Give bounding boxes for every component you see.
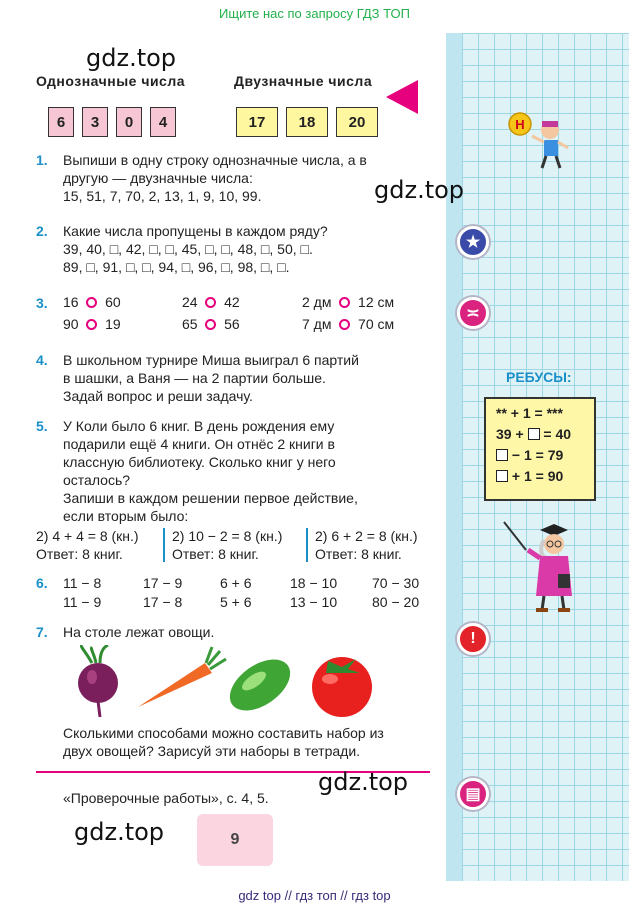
cucumber-icon: [221, 649, 300, 720]
solution-expr: 2) 10 − 2 = 8 (кн.): [172, 528, 283, 544]
solution-divider: [306, 528, 308, 562]
task-number: 1.: [36, 152, 48, 168]
expr-column: [63, 574, 101, 612]
expr-column: [290, 574, 337, 612]
number-card: 17: [236, 107, 278, 137]
cmp-right: 70 см: [358, 316, 395, 332]
exclamation-icon: !: [457, 623, 489, 655]
task-text: Задай вопрос и реши задачу.: [63, 388, 253, 404]
task-text: если вторым было:: [63, 508, 189, 524]
book-icon: ▤: [457, 778, 489, 810]
cmp-left: 2 дм: [302, 294, 332, 310]
task-2: [36, 222, 328, 276]
expression: 17 − 8: [143, 594, 183, 610]
expr-column: [143, 574, 182, 612]
compare-circle-icon: [339, 297, 350, 308]
cmp-left: 16: [63, 294, 79, 310]
solution-1: [36, 527, 139, 563]
rebus-title: РЕБУСЫ:: [506, 369, 572, 385]
cmp-right: 19: [105, 316, 121, 332]
task-4: [36, 351, 359, 405]
cmp-left: 90: [63, 316, 79, 332]
task-text: другую — двузначные числа:: [63, 170, 253, 186]
single-digit-row: [48, 107, 184, 137]
compare-circle-icon: [205, 297, 216, 308]
pink-triangle-icon: [386, 80, 418, 114]
expression: 5 + 6: [220, 594, 252, 610]
digit-card: 4: [150, 107, 176, 137]
comparison: [182, 316, 240, 332]
comparison: [302, 316, 394, 332]
watermark: gdz.top: [374, 176, 465, 204]
carrot-icon: [138, 647, 226, 707]
number-card: 18: [286, 107, 328, 137]
h-badge-letter: Н: [515, 117, 525, 132]
solution-expr: 2) 4 + 4 = 8 (кн.): [36, 528, 139, 544]
task-7-question: [36, 724, 384, 760]
rebus-line: ** + 1 = ***: [496, 405, 563, 421]
task-text: подарили ещё 4 книги. Он отнёс 2 книги в: [63, 436, 335, 452]
rebus-line: − 1 = 79: [496, 445, 584, 466]
task-text: в шашки, а Ваня — на 2 партии больше.: [63, 370, 326, 386]
solution-answer: Ответ: 8 книг.: [315, 546, 402, 562]
task-numbers: 15, 51, 7, 70, 2, 13, 1, 9, 10, 99.: [63, 188, 262, 204]
task-number: 7.: [36, 624, 48, 640]
page-number: 9: [197, 814, 273, 866]
blank-square-icon: [496, 449, 508, 461]
cmp-left: 7 дм: [302, 316, 332, 332]
rebus-line: 39 + = 40: [496, 426, 572, 442]
blank-square-icon: [496, 470, 508, 482]
top-banner: Ищите нас по запросу ГДЗ ТОП: [219, 6, 410, 21]
cmp-right: 56: [224, 316, 240, 332]
task-text: классную библиотеку. Сколько книг у него: [63, 454, 336, 470]
single-digit-label: Однозначные числа: [36, 73, 186, 89]
task-number: 6.: [36, 575, 48, 591]
task-number: 3.: [36, 295, 48, 311]
solution-2: [172, 527, 282, 563]
solution-divider: [163, 528, 165, 562]
solution-answer: Ответ: 8 книг.: [172, 546, 259, 562]
rebus-box: [484, 397, 596, 501]
footer-reference: «Проверочные работы», с. 4, 5.: [63, 790, 269, 806]
solution-expr: 2) 6 + 2 = 8 (кн.): [315, 528, 418, 544]
vegetables-illustration: [70, 645, 390, 720]
watermark: gdz.top: [86, 44, 177, 72]
expr-column: [220, 574, 252, 612]
expression: 11 − 8: [63, 575, 102, 591]
bottom-banner: gdz top // гдз топ // гдз top: [238, 888, 391, 903]
cmp-right: 42: [224, 294, 240, 310]
double-digit-label: Двузначные числа: [234, 73, 373, 89]
comparison: [63, 294, 121, 310]
cmp-right: 60: [105, 294, 121, 310]
watermark: gdz.top: [74, 818, 165, 846]
task-5: [36, 417, 358, 525]
face-icon: ≍: [457, 297, 489, 329]
cmp-right: 12 см: [358, 294, 395, 310]
solution-answer: Ответ: 8 книг.: [36, 546, 123, 562]
digit-card: 6: [48, 107, 74, 137]
task-7: [36, 623, 214, 641]
expression: 13 − 10: [290, 594, 338, 610]
beet-icon: [78, 645, 118, 717]
boy-character-icon: [506, 110, 576, 172]
digit-card: 3: [82, 107, 108, 137]
double-digit-row: [236, 107, 386, 137]
task-text: двух овощей? Зарисуй эти наборы в тетради.: [63, 743, 361, 759]
solution-3: [315, 527, 418, 563]
expression: 11 − 9: [63, 594, 102, 610]
task-text: осталось?: [63, 472, 131, 488]
task-text: Сколькими способами можно составить набор из: [63, 725, 384, 741]
task-text: У Коли было 6 книг. В день рождения ему: [63, 418, 335, 434]
expr-column: [372, 574, 419, 612]
cmp-left: 65: [182, 316, 198, 332]
cmp-left: 24: [182, 294, 198, 310]
blank-square-icon: [528, 428, 540, 440]
graph-paper-edge: [446, 33, 462, 881]
task-text: На столе лежат овощи.: [63, 624, 215, 640]
task-text: В школьном турнире Миша выиграл 6 партий: [63, 352, 359, 368]
stars-icon: ★: [457, 226, 489, 258]
task-text: Выпиши в одну строку однозначные числа, а в: [63, 152, 367, 168]
number-sequence: 89, □, 91, □, □, 94, □, 96, □, 98, □, □.: [63, 259, 290, 275]
comparison: [182, 294, 240, 310]
expression: 70 − 30: [372, 575, 420, 591]
compare-circle-icon: [86, 297, 97, 308]
compare-circle-icon: [339, 319, 350, 330]
number-card: 20: [336, 107, 378, 137]
rebus-line: + 1 = 90: [496, 466, 584, 487]
professor-character-icon: [500, 516, 590, 616]
task-text: Запиши в каждом решении первое действие,: [63, 490, 358, 506]
tomato-icon: [312, 657, 372, 717]
expression: 6 + 6: [220, 575, 252, 591]
expression: 17 − 9: [143, 575, 183, 591]
task-text: Какие числа пропущены в каждом ряду?: [63, 223, 328, 239]
watermark: gdz.top: [318, 768, 409, 796]
comparison: [63, 316, 121, 332]
number-sequence: 39, 40, □, 42, □, □, 45, □, □, 48, □, 50, □.: [63, 241, 313, 257]
compare-circle-icon: [205, 319, 216, 330]
digit-card: 0: [116, 107, 142, 137]
comparison: [302, 294, 394, 310]
task-number: 5.: [36, 418, 48, 434]
expression: 18 − 10: [290, 575, 338, 591]
expression: 80 − 20: [372, 594, 420, 610]
task-1: [36, 151, 367, 205]
compare-circle-icon: [86, 319, 97, 330]
task-number: 4.: [36, 352, 48, 368]
task-number: 2.: [36, 223, 48, 239]
